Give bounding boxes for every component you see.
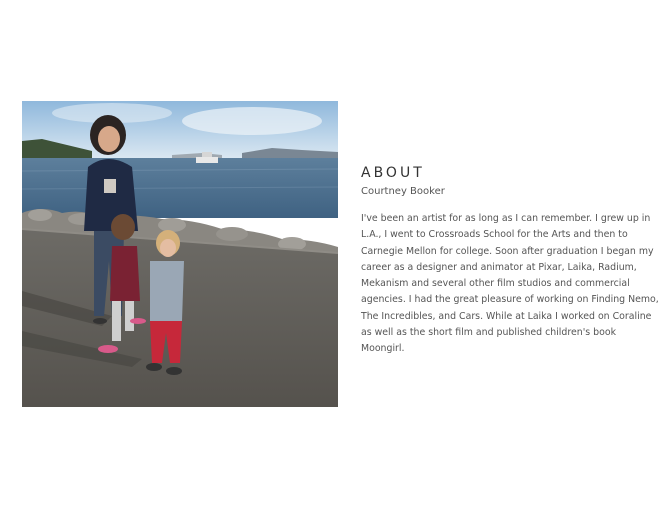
about-body-text: I've been an artist for as long as I can remember. I grew up in L.A., I went to Crossroads School for the Arts and then to Carnegie Mellon for college. Soon after graduation I began my career as a designer and animator at Pixar, Laika, Radium, Mekanism and several other film studios and commercial agencies. I had the great pleasure of working on Finding Nemo, The Incredibles, and Cars. While at Laika I worked on Coraline as well as the short film and published children's book Moongirl. — [361, 213, 659, 355]
profile-photo — [22, 101, 338, 407]
author-name: Courtney Booker — [361, 186, 445, 197]
about-section — [361, 165, 661, 358]
about-title: ABOUT — [361, 165, 425, 181]
